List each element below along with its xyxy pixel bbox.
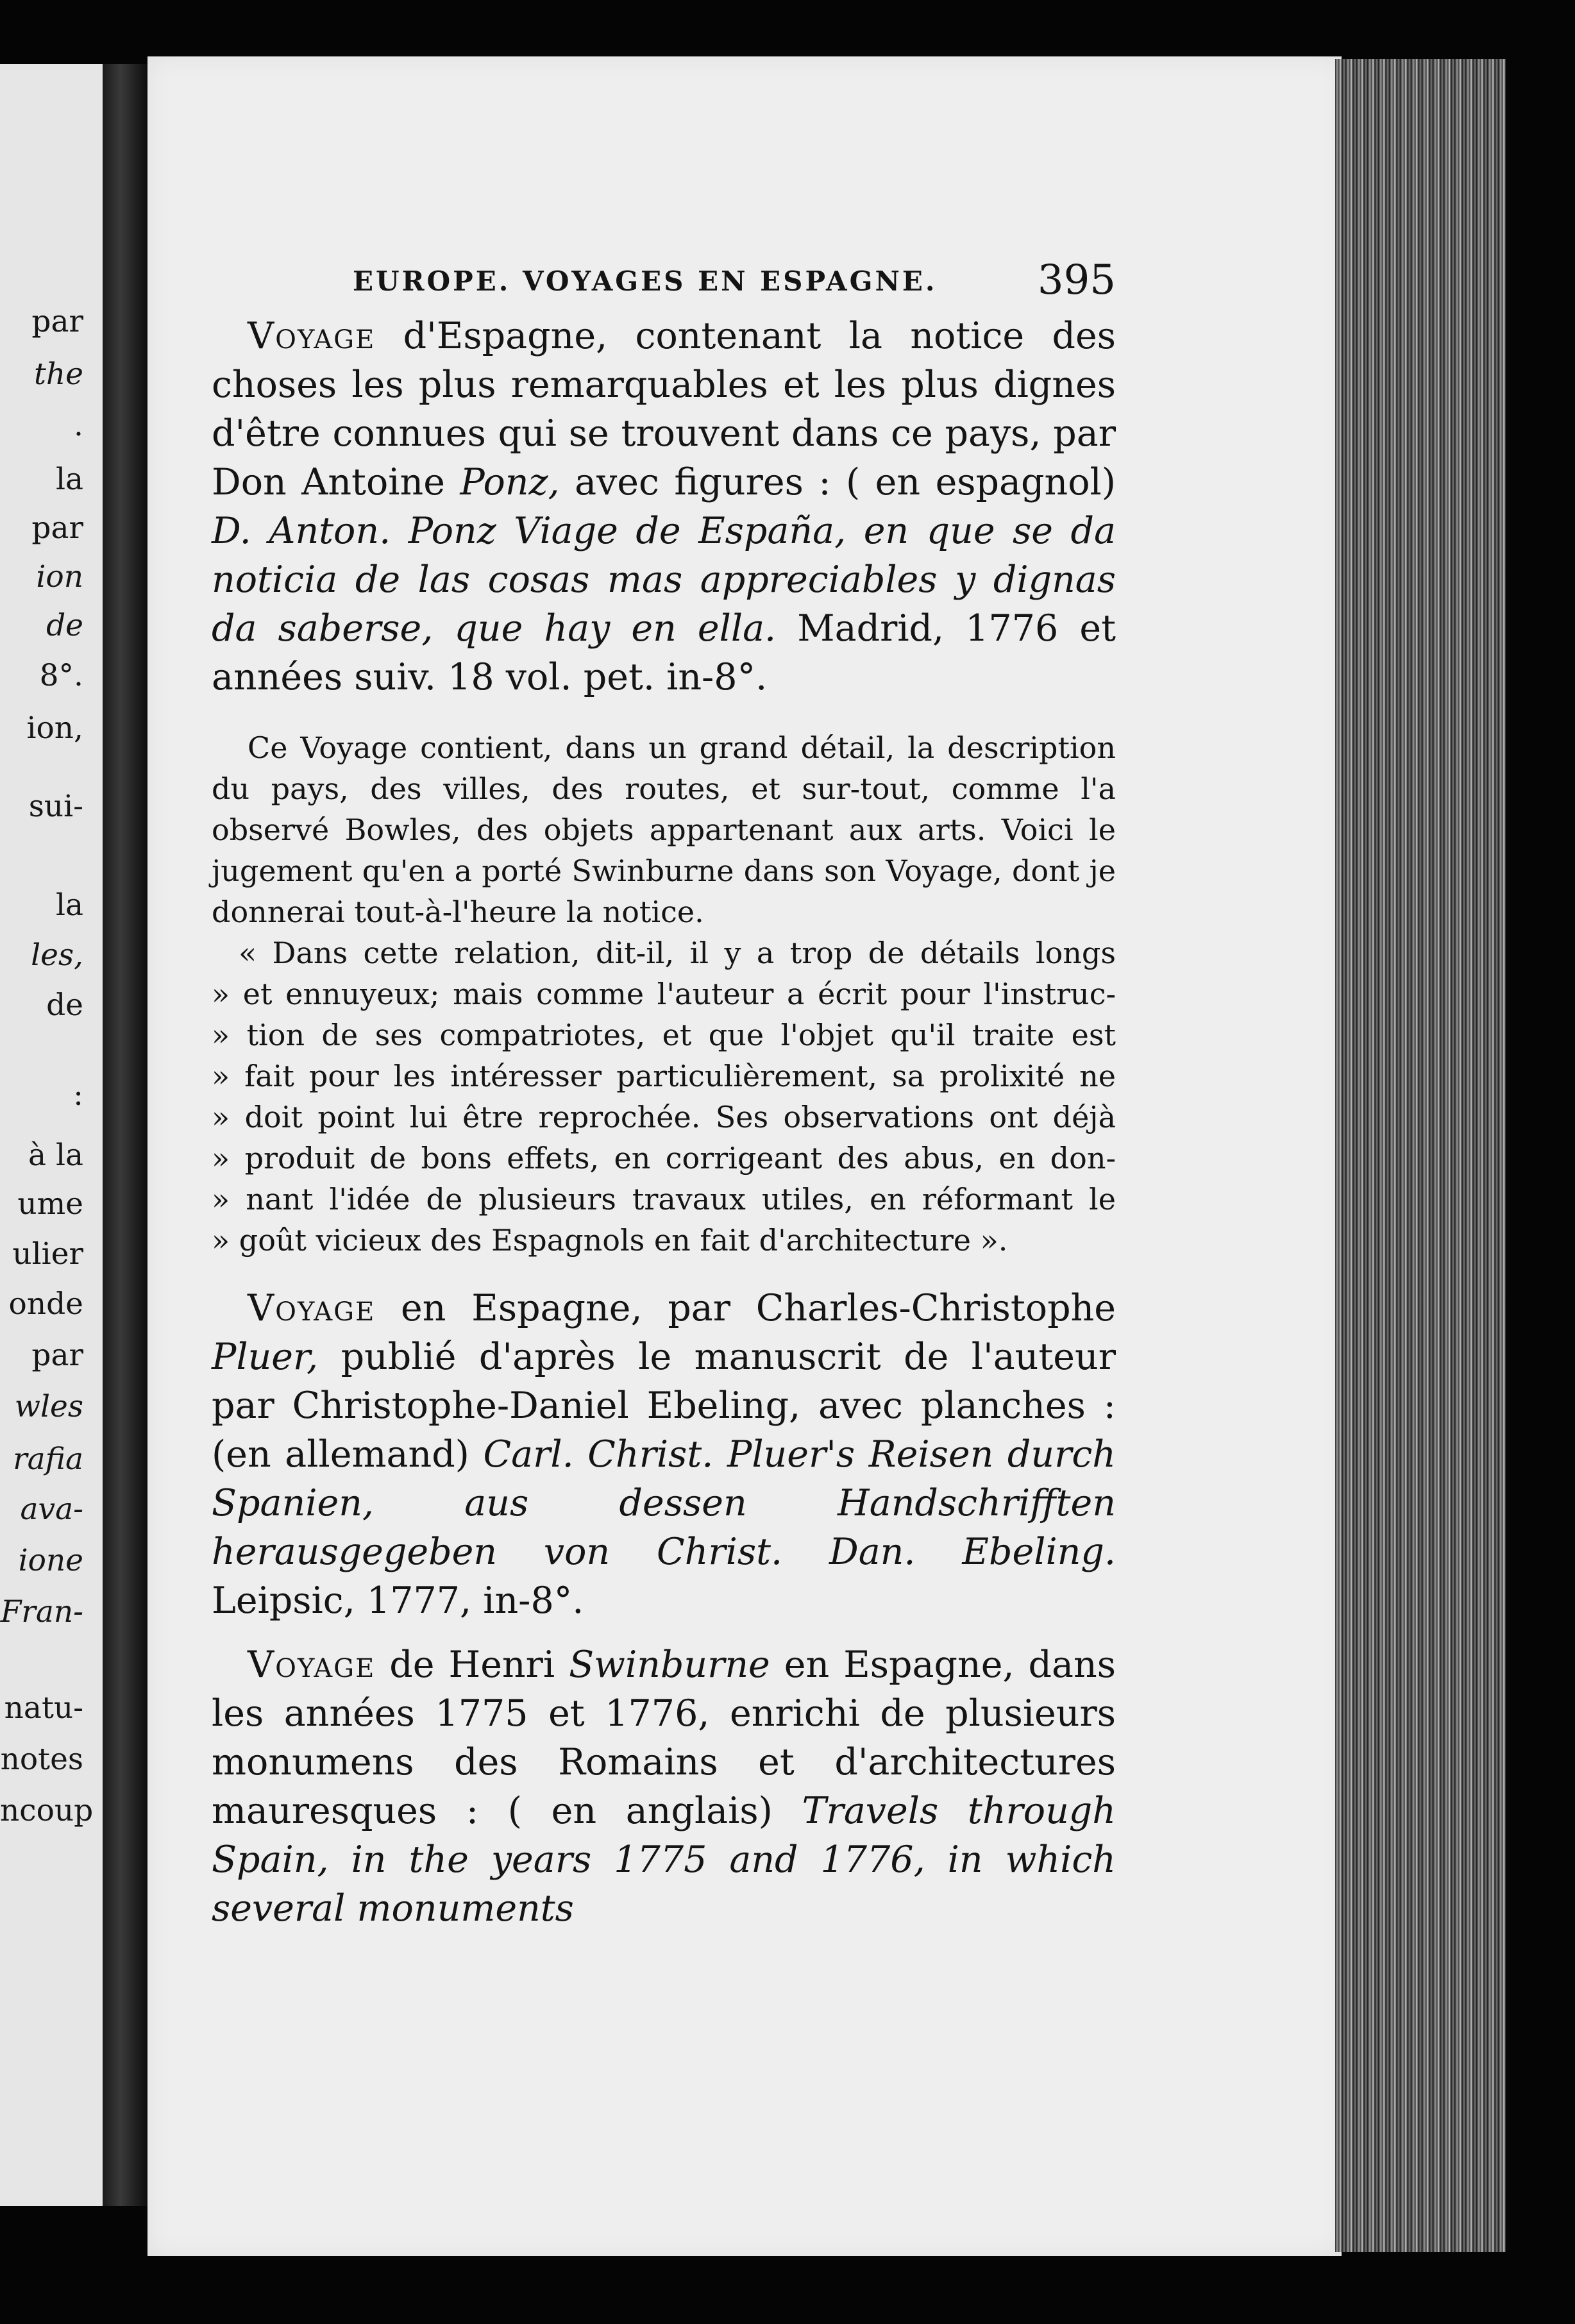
author-name: Pluer, xyxy=(212,1336,319,1378)
left-fragment: ume xyxy=(17,1186,83,1222)
page-number: 395 xyxy=(1037,257,1116,304)
left-fragment: de xyxy=(46,608,83,643)
left-fragment: ione xyxy=(18,1543,83,1578)
quotation xyxy=(212,932,1116,1261)
original-title: Carl. Christ. Pluer's Reisen durch Spanien, aus dessen Handschrifften herausgegeben von Christ. Dan. Ebeling. xyxy=(212,1433,1116,1573)
entry-text: en Espagne, par Charles-Christophe xyxy=(375,1287,1116,1329)
left-fragment: ion xyxy=(36,559,83,594)
left-fragment: ulier xyxy=(12,1236,83,1272)
entry-imprint: Leipsic, 1777, in-8°. xyxy=(212,1579,584,1622)
entry-text: d'Espagne, contenant la notice des choses les plus remarquables et les plus dignes d'être connues qui se trouvent dans ce pays, par Don Antoine xyxy=(212,315,1116,503)
entry-text: avec figures : ( en espagnol) xyxy=(559,461,1116,503)
original-title: D. Anton. Ponz Viage de España, en que se da noticia de las cosas mas appreciables y dignas da saberse, que hay en ella. xyxy=(212,510,1116,650)
left-fragment: rafia xyxy=(13,1442,83,1477)
entry-text: en Espagne, dans les années 1775 et 1776, enrichi de plusieurs monumens des Romains et d'architectures mauresques : ( en anglais) xyxy=(212,1644,1116,1832)
left-fragment: sui- xyxy=(28,789,83,824)
left-fragment: natu- xyxy=(4,1690,83,1726)
left-fragment: ava- xyxy=(20,1492,83,1527)
left-fragment: onde xyxy=(8,1286,83,1322)
quote-line: » tion de ses compatriotes, et que l'objet qu'il traite est xyxy=(212,1018,1116,1052)
entry-lead-word: Voyage xyxy=(248,1644,376,1686)
left-fragment: la xyxy=(55,462,83,497)
entry-text: de Henri xyxy=(375,1644,569,1686)
entry-imprint: Madrid, 1776 et années suiv. 18 vol. pet. in-8°. xyxy=(212,607,1116,698)
page-text-block xyxy=(212,257,1116,1933)
left-fragment: notes xyxy=(0,1742,83,1777)
left-fragment: Fran- xyxy=(0,1594,83,1629)
left-fragment: the xyxy=(34,357,83,392)
left-fragment: . xyxy=(74,408,83,443)
left-fragment: 8°. xyxy=(39,658,83,693)
left-fragment: ncoup xyxy=(0,1793,94,1828)
left-fragment: à la xyxy=(28,1138,83,1173)
left-fragment: : xyxy=(73,1077,83,1113)
quote-line: » fait pour les intéresser particulièrement, sa prolixité ne xyxy=(212,1059,1116,1093)
quote-line: » et ennuyeux; mais comme l'auteur a écrit pour l'instruc- xyxy=(212,977,1116,1011)
quote-line: » goût vicieux des Espagnols en fait d'architecture ». xyxy=(212,1223,1008,1258)
entry-lead-word: Voyage xyxy=(248,1287,376,1329)
left-fragment: par xyxy=(31,510,83,546)
quote-line: « Dans cette relation, dit-il, il y a trop de détails longs xyxy=(239,936,1116,970)
running-head-title: EUROPE. VOYAGES EN ESPAGNE. xyxy=(353,265,938,297)
running-head xyxy=(212,257,1116,308)
left-fragment: par xyxy=(31,304,83,339)
author-name: Swinburne xyxy=(569,1644,770,1686)
quote-line: » nant l'idée de plusieurs travaux utiles, en réformant le xyxy=(212,1182,1116,1217)
entry-lead-word: Voyage xyxy=(248,315,376,357)
quote-line: » produit de bons effets, en corrigeant des abus, en don- xyxy=(212,1141,1116,1175)
left-fragment: par xyxy=(31,1338,83,1373)
entry-text: publié d'après le manuscrit de l'auteur par Christophe-Daniel Ebeling, avec planches : (en allemand) xyxy=(212,1336,1116,1476)
bibliography-entry xyxy=(212,312,1116,702)
left-fragment: de xyxy=(46,988,83,1023)
bibliography-entry xyxy=(212,1284,1116,1625)
left-fragment: la xyxy=(55,888,83,923)
original-title: Travels through Spain, in the years 1775 and 1776, in which several monuments xyxy=(212,1790,1116,1930)
left-fragment: ion, xyxy=(26,711,83,746)
left-fragment: les, xyxy=(31,938,83,973)
author-name: Ponz, xyxy=(460,461,560,503)
bibliography-entry xyxy=(212,1640,1116,1933)
quote-line: » doit point lui être reprochée. Ses observations ont déjà xyxy=(212,1100,1116,1134)
entry-note: Ce Voyage contient, dans un grand détail, la description du pays, des villes, des routes, et sur-tout, comme l'a observé Bowles, des objets appartenant aux arts. Voici le jugement qu'en a porté Swinburne dans son Voyage, dont je donnerai tout-à-l'heure la notice. xyxy=(212,730,1116,929)
left-fragment: wles xyxy=(14,1389,83,1424)
